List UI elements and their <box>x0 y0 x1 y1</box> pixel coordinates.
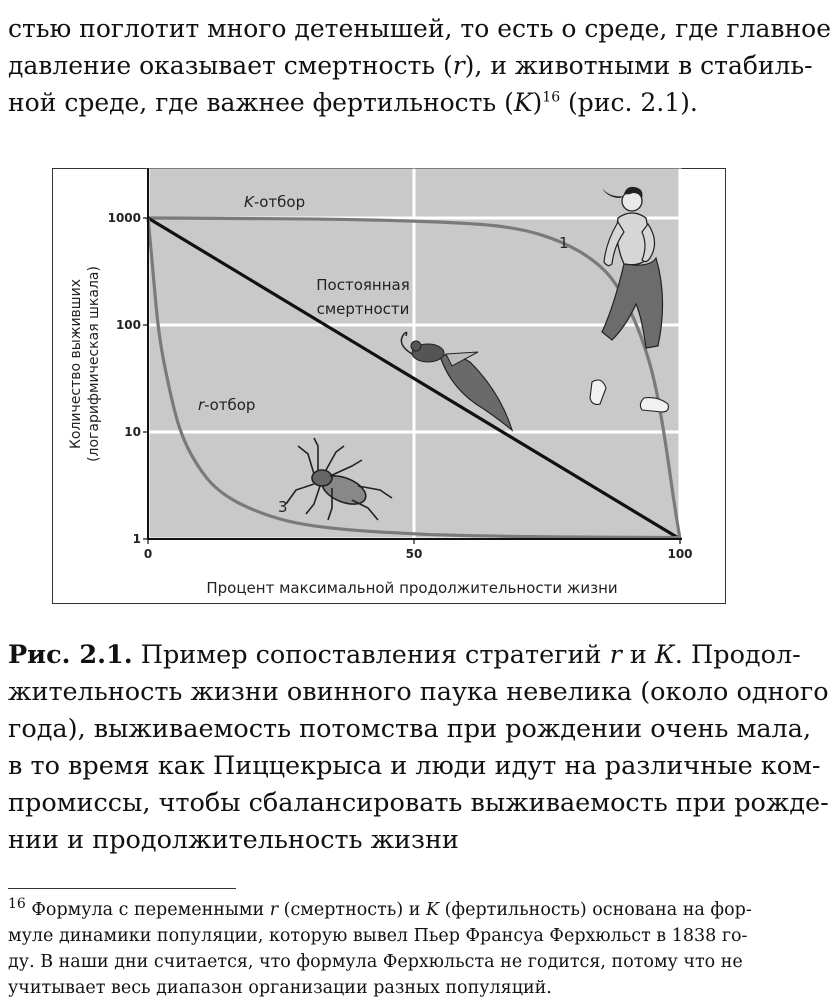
caption-line: нии и продолжительность жизни <box>8 825 459 855</box>
figure-caption <box>8 637 829 859</box>
curve-1-number: 1 <box>559 234 569 252</box>
caption-line: Рис. 2.1. Пример сопоставления стратегий r и К. Продол- <box>8 640 801 670</box>
intro-line: ной среде, где важнее фертильность $(K)^{16}$ (рис. 2.1). <box>8 88 698 117</box>
intro-line: стью поглотит много детенышей, то есть о среде, где главное <box>8 14 831 43</box>
footnote-divider <box>8 888 236 889</box>
intro-paragraph <box>8 10 831 121</box>
caption-line: года), выживаемость потомства при рождении очень мала, <box>8 714 812 744</box>
footnote-line: муле динамики популяции, которую вывел Пьер Франсуа Ферхюльст в 1838 го- <box>8 926 748 946</box>
variable-k: К <box>655 640 675 670</box>
x-tick-label: 50 <box>405 547 423 561</box>
constant-mortality-label-1: Постоянная <box>316 276 410 294</box>
y-tick-label: 10 <box>124 425 141 439</box>
footnote <box>8 897 773 1001</box>
footnote-line: учитывает весь диапазон организации разных популяций. <box>8 978 552 998</box>
footnote-reference: 16 <box>542 89 561 106</box>
y-axis-label-line2: (логарифмическая шкала) <box>86 266 102 462</box>
survivorship-chart <box>52 168 726 604</box>
curve-3-number: 3 <box>278 498 288 516</box>
y-tick-label: 1000 <box>107 211 141 225</box>
variable-k: K <box>425 900 440 920</box>
caption-line: в то время как Пиццекрыса и люди идут на различные ком- <box>8 751 821 781</box>
variable-r: r <box>609 640 622 670</box>
caption-line: промиссы, чтобы сбалансировать выживаемость при рожде- <box>8 788 829 818</box>
y-tick-label: 100 <box>115 318 141 332</box>
footnote-line: $^{16}$ Формула с переменными r (смертность) и K (фертильность) основана на фор- <box>8 896 752 920</box>
x-axis-label: Процент максимальной продолжительности жизни <box>206 579 618 597</box>
r-selection-label: r-отбор <box>198 396 256 414</box>
variable-r: r <box>269 900 279 920</box>
y-axis-label-line1: Количество выживших <box>68 278 84 450</box>
constant-mortality-label-2: смертности <box>316 300 410 318</box>
x-tick-label: 100 <box>667 547 693 561</box>
variable-k: K <box>513 88 533 117</box>
survivorship-figure <box>52 168 726 604</box>
footnote-line: ду. В наши дни считается, что формула Ферхюльста не годится, потому что не <box>8 952 743 972</box>
x-tick-label: 0 <box>143 547 153 561</box>
caption-line: жительность жизни овинного паука невелика (около одного <box>8 677 829 707</box>
y-tick-label: 1 <box>132 532 141 546</box>
footnote-number: 16 <box>8 896 26 913</box>
variable-r: r <box>452 51 465 80</box>
k-selection-label: K-отбор <box>244 193 306 211</box>
intro-line: давление оказывает смертность (r), и животными в стабиль- <box>8 51 813 80</box>
caption-label: Рис. 2.1. <box>8 640 133 670</box>
